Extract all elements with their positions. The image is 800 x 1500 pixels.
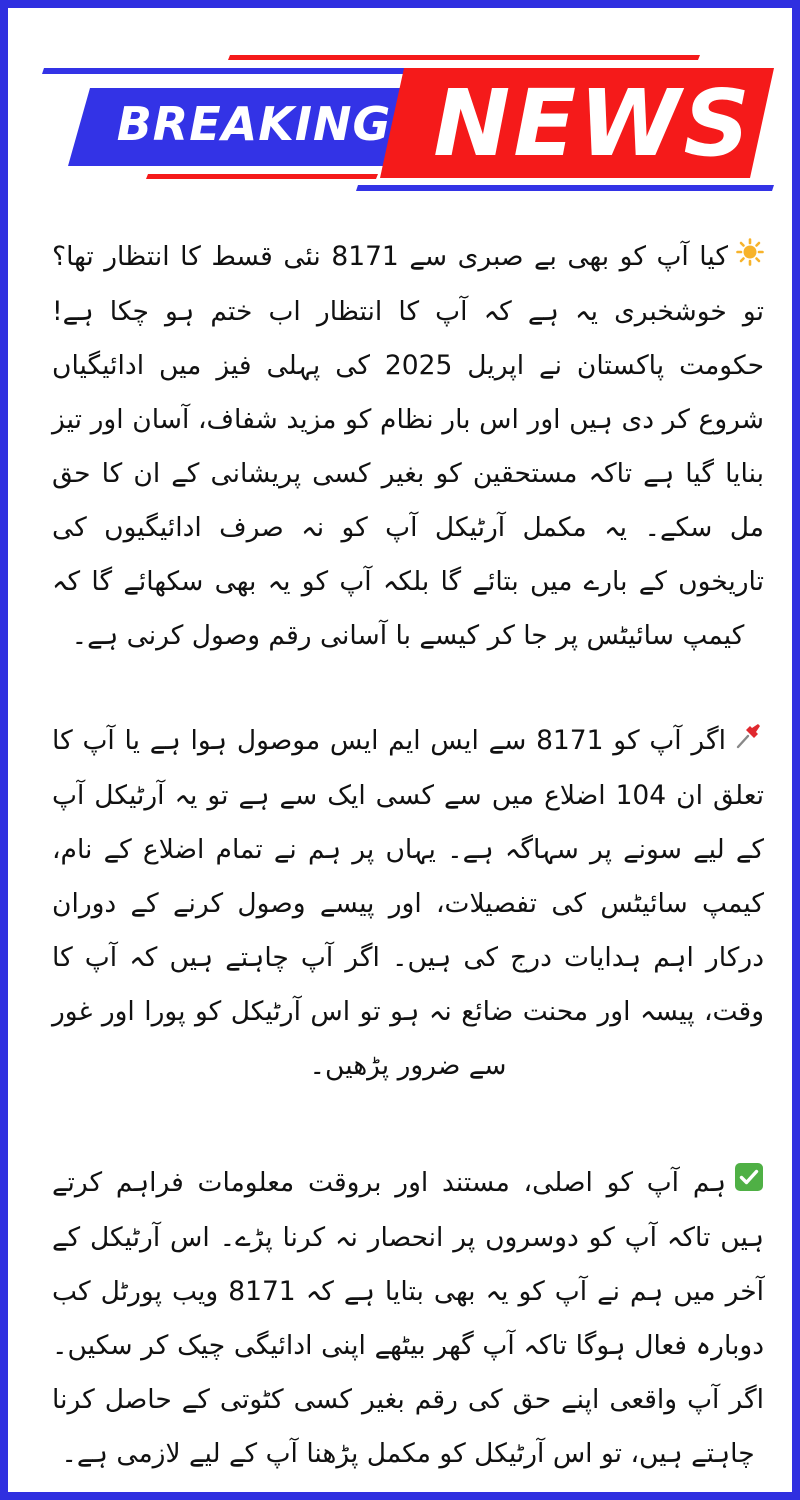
article-paragraph	[52, 714, 764, 1093]
paragraph-text: کیا آپ کو بھی بے صبری سے 8171 نئی قسط کا انتظار تھا؟ تو خوشخبری یہ ہے کہ آپ کا انتظار اب ختم ہو چکا ہے! حکومت پاکستان نے اپریل 2025 کی پہلی فیز میں ادائیگیاں شروع کر دی ہیں اور اس بار نظام کو مزید شفاف، آسان اور تیز بنایا گیا ہے تاکہ مستحقین کو بغیر کسی پریشانی کے ان کا حق مل سکے۔ یہ مکمل آرٹیکل آپ کو نہ صرف ادائیگیوں کی تاریخوں کے بارے میں بتائے گا بلکہ آپ کو یہ بھی سکھائے گا کہ کیمپ سائیٹس پر جا کر کیسے با آسانی رقم وصول کرنی ہے۔	[52, 241, 764, 651]
article-paragraph	[52, 1156, 764, 1481]
check-mark-icon	[734, 1157, 764, 1211]
breaking-label: BREAKING	[116, 97, 392, 151]
paragraph-text: ہم آپ کو اصلی، مستند اور بروقت معلومات فراہم کرتے ہیں تاکہ آپ کو دوسروں پر انحصار نہ کرنا پڑے۔ اس آرٹیکل کے آخر میں ہم نے آپ کو یہ بھی بتایا ہے کہ 8171 ویب پورٹل کب دوبارہ فعال ہوگا تاکہ آپ گھر بیٹھے اپنی ادائیگی چیک کر سکیں۔ اگر آپ واقعی اپنے حق کی رقم بغیر کسی کٹوتی کے حاصل کرنا چاہتے ہیں، تو اس آرٹیکل کو مکمل پڑھنا آپ کے لیے لازمی ہے۔	[52, 1167, 764, 1469]
news-label: NEWS	[433, 69, 753, 177]
breaking-news-banner	[8, 8, 800, 208]
pushpin-icon	[734, 715, 764, 769]
article-body	[52, 230, 764, 1490]
article-paragraph	[52, 230, 764, 663]
sun-icon	[736, 231, 764, 285]
paragraph-text: اگر آپ کو 8171 سے ایس ایم ایس موصول ہوا ہے یا آپ کا تعلق ان 104 اضلاع میں سے کسی ایک سے ہے تو یہ آرٹیکل آپ کے لیے سونے پر سہاگہ ہے۔ یہاں پر ہم نے تمام اضلاع کے نام، کیمپ سائیٹس کی تفصیلات، اور پیسے وصول کرنے کے دوران درکار اہم ہدایات درج کی ہیں۔ اگر آپ چاہتے ہیں کہ آپ کا وقت، پیسہ اور محنت ضائع نہ ہو تو اس آرٹیکل کو پورا اور غور سے ضرور پڑھیں۔	[52, 725, 764, 1081]
